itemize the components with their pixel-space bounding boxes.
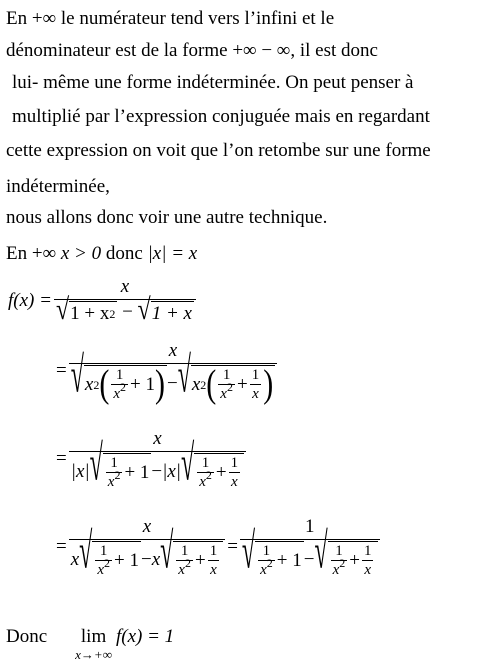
fraction-1	[54, 276, 196, 325]
text-line-2: dénominateur est de la forme +∞ − ∞, il est donc	[6, 40, 378, 61]
conclusion	[6, 626, 174, 662]
numerator: x	[120, 276, 130, 297]
intro-cond: x > 0	[60, 243, 102, 264]
denominator: √ $\frac{1}{x^2}$ + 1 − √ $\frac{1}{x^2}$ + $\frac{1}{x}$	[240, 539, 380, 578]
sqrt: √ x 2 ( $\frac{1}{x^2}$ + $\frac{1}{x}$ )	[177, 349, 274, 406]
sqrt: √ $\frac{1}{x^2}$ + $\frac{1}{x}$	[160, 541, 223, 578]
denominator: √ x 2 ( $\frac{1}{x^2}$ + 1 ) − √ x 2 ( $\frac{1}{x^2}$ + $\frac{1}{x}$ )	[69, 363, 277, 402]
equals-sign: =	[56, 448, 67, 469]
intro-mid: donc	[101, 243, 148, 264]
fx-label: f(x) =	[8, 289, 52, 311]
text-line-1: En +∞ le numérateur tend vers l’infini et le	[6, 8, 335, 29]
limit-word: lim	[80, 626, 107, 647]
equation-2	[56, 340, 279, 406]
numerator: x	[142, 516, 152, 537]
numerator: x	[168, 340, 178, 361]
conclusion-expr: f(x) = 1	[115, 626, 175, 647]
fraction-2	[69, 340, 277, 406]
text-line-3: lui- même une forme indéterminée. On peut penser à	[12, 72, 414, 93]
fraction-4a	[69, 516, 225, 581]
equation-3	[56, 428, 248, 493]
sqrt: √ 1 + x	[137, 293, 192, 327]
sqrt: √ x 2 ( $\frac{1}{x^2}$ + 1 )	[70, 349, 165, 406]
limit	[75, 626, 112, 662]
sqrt: √ $\frac{1}{x^2}$ + 1	[241, 525, 302, 581]
text-line-7: nous allons donc voir une autre technique.	[6, 207, 328, 228]
sqrt: √ $\frac{1}{x^2}$ + $\frac{1}{x}$	[314, 541, 377, 578]
fraction-3	[69, 428, 246, 493]
text-line-6: indéterminée,	[6, 176, 110, 197]
numerator: 1	[304, 516, 315, 537]
sqrt: √ $\frac{1}{x^2}$ + 1	[79, 525, 139, 581]
denominator: |x| √ $\frac{1}{x^2}$ + 1 − |x| √ $\frac{1}{x^2}$ + $\frac{1}{x}$	[69, 451, 246, 490]
conclusion-prefix: Donc	[6, 626, 48, 647]
equals-sign: =	[56, 360, 67, 381]
intro-prefix: En +∞	[6, 243, 61, 264]
equation-4	[56, 516, 382, 581]
equals-sign: =	[227, 536, 238, 557]
denominator: √ 1 + x 2 − √ 1 + x	[54, 299, 196, 325]
intro-abs: |x| = x	[147, 243, 198, 264]
text-line-4: multiplié par l’expression conjuguée mais en regardant	[12, 106, 430, 127]
limit-subscript: x→+∞	[75, 647, 112, 662]
denominator: x √ $\frac{1}{x^2}$ + 1 − x √ $\frac{1}{x^2}$ + $\frac{1}{x}$	[69, 539, 225, 578]
equals-sign: =	[56, 536, 67, 557]
sqrt: √ $\frac{1}{x^2}$ + $\frac{1}{x}$	[181, 453, 244, 490]
equation-1	[8, 276, 198, 325]
text-line-5: cette expression on voit que l’on retombe sur une forme	[6, 140, 431, 161]
numerator: x	[153, 428, 162, 449]
intro-line	[6, 243, 197, 265]
fraction-4b	[240, 516, 380, 581]
sqrt: √ $\frac{1}{x^2}$ + 1	[89, 437, 150, 493]
sqrt: √ 1 + x 2	[55, 293, 116, 327]
